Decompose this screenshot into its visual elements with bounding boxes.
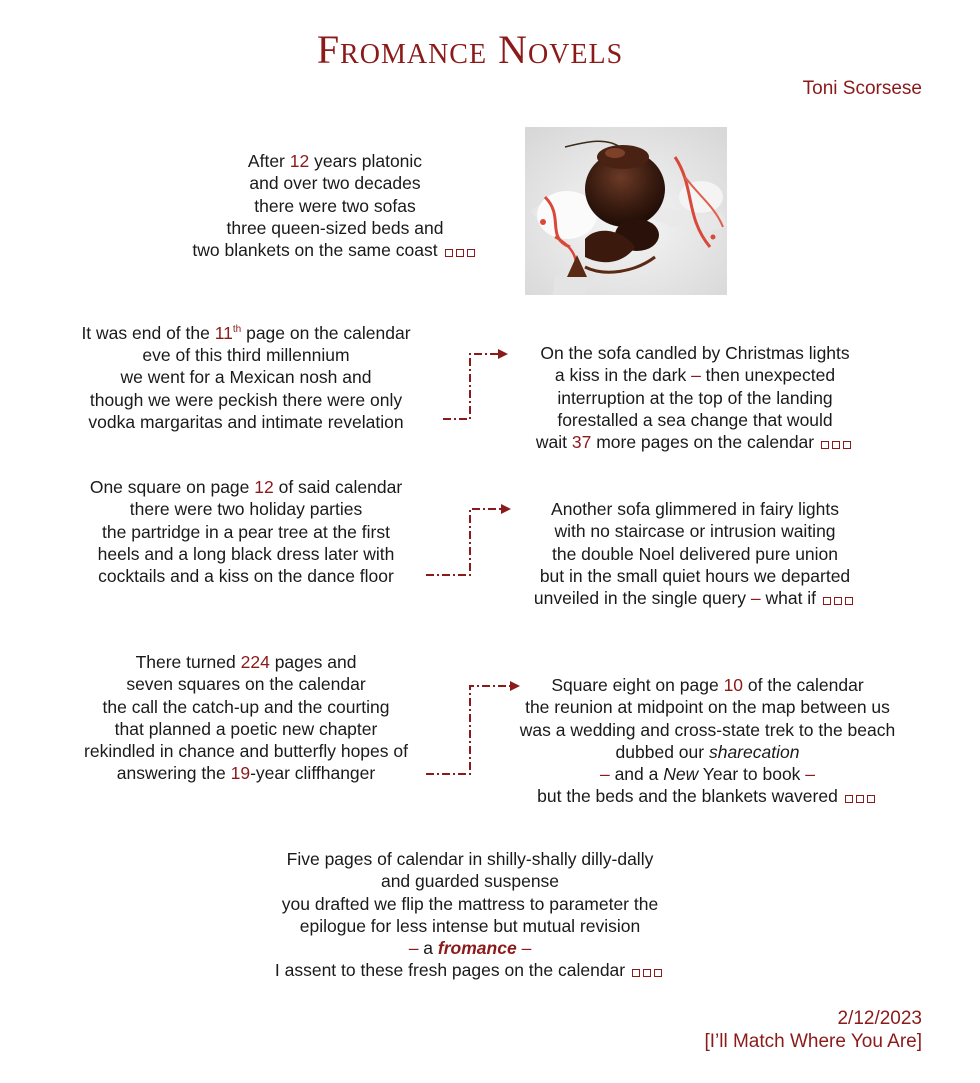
- stanza-line: the reunion at midpoint on the map between us: [525, 697, 890, 718]
- stanza-line: interruption at the top of the landing: [557, 387, 833, 408]
- stanza-line: there were two sofas: [254, 195, 416, 216]
- stanza-line: There turned 224 pages and: [135, 652, 357, 672]
- stanza-line: heels and a long black dress later with: [97, 543, 395, 564]
- stanza-line: seven squares on the calendar: [126, 674, 366, 695]
- author-name: Toni Scorsese: [802, 78, 922, 99]
- stanza-line: Square eight on page 10 of the calendar: [551, 675, 864, 695]
- stanza-line: dubbed our sharecation: [615, 741, 800, 762]
- stanza-line: Five pages of calendar in shilly-shally dilly-dally: [286, 849, 654, 869]
- poem-date: 2/12/2023: [837, 1008, 922, 1029]
- stanza-line: and over two decades: [249, 173, 421, 194]
- stanza-line: unveiled in the single query – what if: [490, 587, 900, 611]
- stanza-5: [490, 498, 900, 611]
- stanza-line: that planned a poetic new chapter: [114, 718, 378, 739]
- stanza-line: epilogue for less intense but mutual revision: [299, 915, 641, 936]
- section-break-squares-icon: [823, 588, 856, 610]
- stanza-line: was a wedding and cross-state trek to the beach: [519, 719, 896, 740]
- stanza-line: It was end of the 11th page on the calendar: [81, 322, 411, 343]
- stanza-line: One square on page 12 of said calendar: [89, 477, 403, 497]
- stanza-line: but in the small quiet hours we departed: [539, 565, 851, 586]
- stanza-line: there were two holiday parties: [129, 499, 363, 520]
- stanza-line: the call the catch-up and the courting: [102, 696, 390, 717]
- stanza-7: [480, 674, 935, 809]
- stanza-line: the double Noel delivered pure union: [551, 543, 839, 564]
- stanza-line: you drafted we flip the mattress to parameter the: [281, 893, 659, 914]
- poem-title: Fromance Novels: [316, 27, 624, 72]
- stanza-line: we went for a Mexican nosh and: [120, 367, 372, 388]
- poem-signoff: [I’ll Match Where You Are]: [704, 1031, 922, 1052]
- stanza-line: but the beds and the blankets wavered: [480, 785, 935, 809]
- stanza-line: rekindled in chance and butterfly hopes of: [84, 741, 408, 762]
- stanza-line: two blankets on the same coast: [150, 239, 520, 263]
- connector-arrow: [424, 678, 520, 778]
- stanza-line: a kiss in the dark – then unexpected: [554, 365, 836, 386]
- stanza-line: eve of this third millennium: [142, 345, 350, 366]
- stanza-line: – a fromance –: [408, 938, 532, 959]
- stanza-line: answering the 19-year cliffhanger: [116, 763, 376, 784]
- stanza-8: [220, 848, 720, 983]
- stanza-line: and guarded suspense: [380, 871, 560, 892]
- stanza-line: Another sofa glimmered in fairy lights: [551, 499, 839, 519]
- stanza-line: After 12 years platonic: [247, 151, 423, 171]
- section-break-squares-icon: [632, 961, 665, 983]
- stanza-line: three queen-sized beds and: [226, 217, 444, 238]
- stanza-line: with no staircase or intrusion waiting: [554, 521, 836, 542]
- stanza-6: [40, 651, 452, 785]
- stanza-1: [150, 150, 520, 263]
- stanza-2: [40, 319, 452, 433]
- stanza-line: forestalled a sea change that would: [557, 409, 833, 430]
- section-break-squares-icon: [445, 240, 478, 262]
- connector-arrow: [424, 500, 510, 580]
- connector-arrow: [438, 345, 508, 425]
- stanza-line: cocktails and a kiss on the dance floor: [98, 566, 394, 587]
- stanza-3: [490, 342, 900, 455]
- stanza-line: I assent to these fresh pages on the calendar: [220, 959, 720, 983]
- lava-cake-illustration: [525, 127, 727, 295]
- stanza-line: vodka margaritas and intimate revelation: [88, 412, 404, 433]
- stanza-line: On the sofa candled by Christmas lights: [540, 343, 850, 363]
- stanza-line: the partridge in a pear tree at the first: [102, 521, 390, 542]
- stanza-line: – and a New Year to book –: [599, 764, 816, 785]
- stanza-4: [40, 476, 452, 587]
- section-break-squares-icon: [821, 432, 854, 454]
- fromance-emphasis: fromance: [437, 938, 517, 959]
- stanza-line: wait 37 more pages on the calendar: [490, 431, 900, 455]
- stanza-line: though we were peckish there were only: [89, 389, 403, 410]
- section-break-squares-icon: [845, 787, 878, 809]
- lava-cake-photo: [525, 127, 727, 295]
